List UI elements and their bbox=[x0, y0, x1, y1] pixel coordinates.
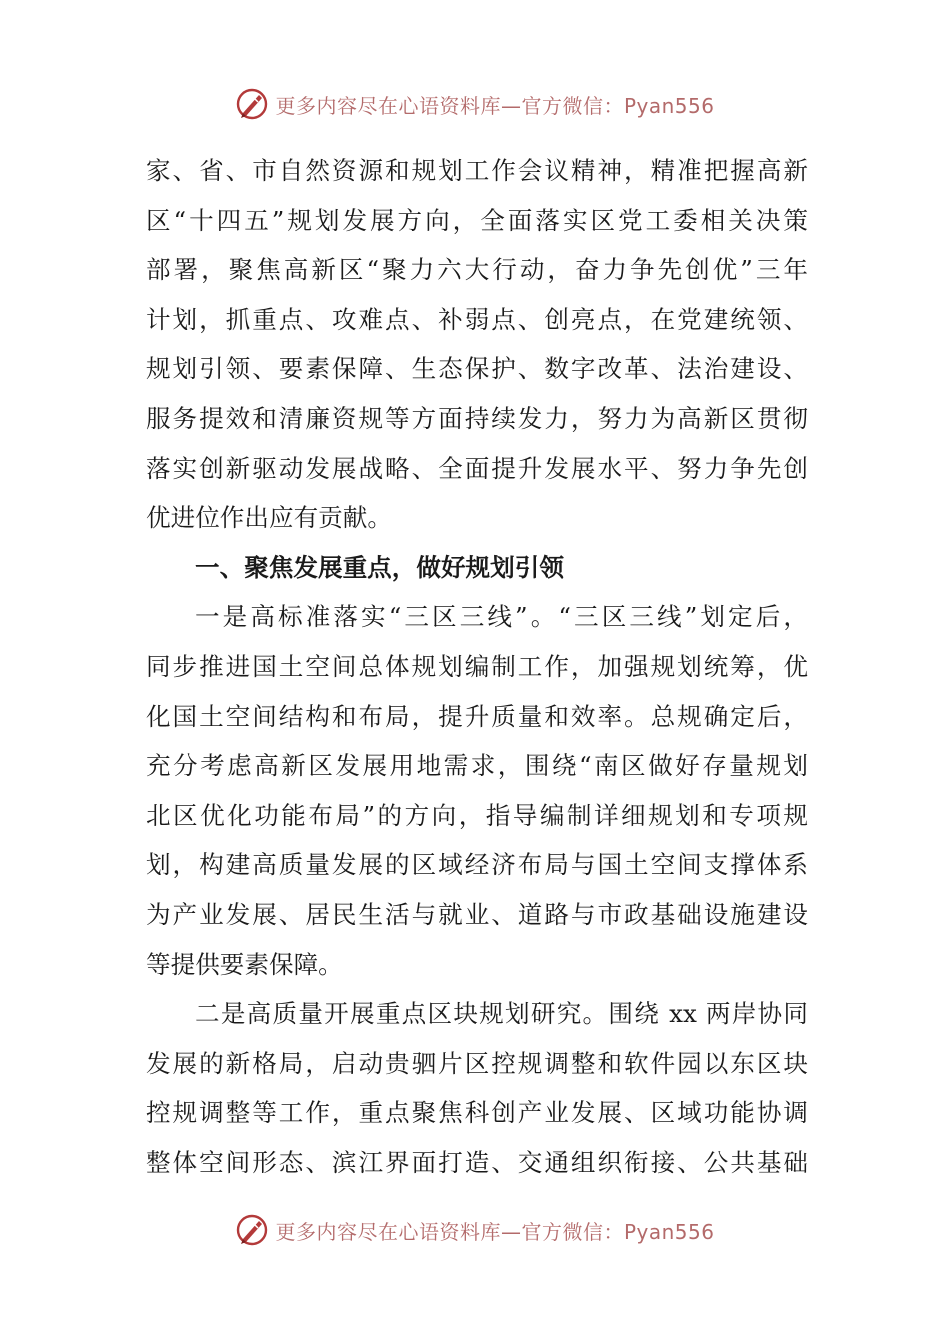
paragraph-line: 发展的新格局，启动贵驷片区控规调整和软件园以东区块 bbox=[146, 1048, 808, 1078]
paragraph-line: 规划引领、要素保障、生态保护、数字改革、法治建设、 bbox=[146, 354, 808, 384]
footer-banner bbox=[0, 1208, 950, 1252]
paragraph-line: 北区优化功能布局”的方向，指导编制详细规划和专项规 bbox=[146, 800, 808, 830]
paragraph-line: 同步推进国土空间总体规划编制工作，加强规划统筹，优 bbox=[146, 651, 808, 681]
paragraph-line: 为产业发展、居民生活与就业、道路与市政基础设施建设 bbox=[146, 899, 808, 929]
paragraph-line: 服务提效和清廉资规等方面持续发力，努力为高新区贯彻 bbox=[146, 403, 808, 433]
paragraph-line: 一是高标准落实“三区三线”。“三区三线”划定后， bbox=[195, 602, 808, 632]
paragraph-line: 控规调整等工作，重点聚焦科创产业发展、区域功能协调 bbox=[146, 1098, 808, 1128]
paragraph-line: 充分考虑高新区发展用地需求，围绕“南区做好存量规划 bbox=[146, 751, 808, 781]
paragraph-line: 二是高质量开展重点区块规划研究。围绕 xx 两岸协同 bbox=[195, 999, 808, 1029]
paragraph-line: 优进位作出应有贡献。 bbox=[146, 503, 392, 533]
pen-logo-icon bbox=[235, 1213, 269, 1247]
paragraph-line: 部署，聚焦高新区“聚力六大行动，奋力争先创优”三年 bbox=[146, 255, 808, 285]
section-heading: 一、聚焦发展重点，做好规划引领 bbox=[195, 552, 564, 582]
paragraph-line: 家、省、市自然资源和规划工作会议精神，精准把握高新 bbox=[146, 156, 808, 185]
pen-logo-icon bbox=[235, 87, 269, 121]
header-banner bbox=[0, 82, 950, 126]
paragraph-line: 区“十四五”规划发展方向，全面落实区党工委相关决策 bbox=[146, 205, 808, 235]
paragraph-line: 整体空间形态、滨江界面打造、交通组织衔接、公共基础 bbox=[146, 1147, 808, 1177]
paragraph-line: 化国土空间结构和布局，提升质量和效率。总规确定后， bbox=[146, 701, 808, 731]
paragraph-line: 等提供要素保障。 bbox=[146, 949, 343, 979]
document-body bbox=[146, 146, 808, 1187]
footer-banner-text: 更多内容尽在心语资料库—官方微信：Pyan556 bbox=[275, 1219, 715, 1244]
paragraph-line: 计划，抓重点、攻难点、补弱点、创亮点，在党建统领、 bbox=[146, 304, 808, 334]
paragraph-line: 落实创新驱动发展战略、全面提升发展水平、努力争先创 bbox=[146, 453, 808, 483]
header-banner-text: 更多内容尽在心语资料库—官方微信：Pyan556 bbox=[275, 93, 715, 118]
paragraph-line: 划，构建高质量发展的区域经济布局与国土空间支撑体系 bbox=[146, 850, 808, 880]
